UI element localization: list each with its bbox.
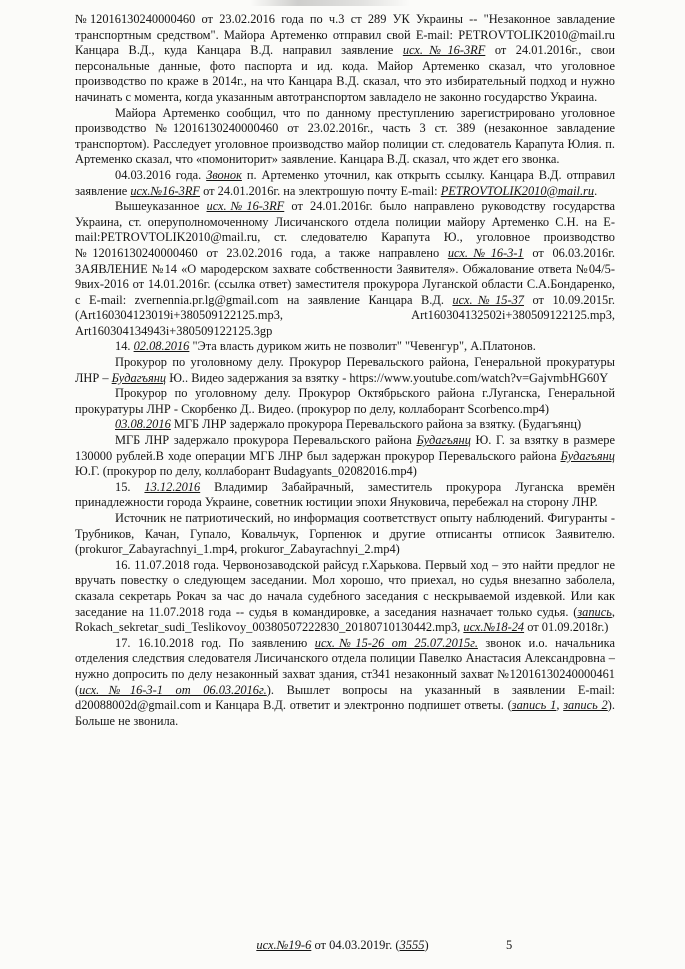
underlined-reference: PETROVTOLIK2010@mail.ru — [440, 183, 595, 198]
footer-reference: исх.№19-6 — [256, 938, 312, 952]
underlined-reference: Звонок — [206, 167, 242, 182]
text-run: Ю.Г. (прокурор по делу, коллаборант Budagyants_02082016.mp4) — [75, 464, 417, 479]
text-run: ). Больше не звонила. — [75, 698, 615, 728]
underlined-reference: исх.№16-3RF — [402, 43, 486, 58]
underlined-reference: 03.08.2016 — [115, 417, 171, 432]
text-run: МГБ ЛНР задержало прокурора Перевальского района — [115, 433, 417, 448]
text-run: Источник не патриотический, но информация соответствуст опыту наблюдений. Фигуранты - Трубников, Качан, Гупало, Ковальчук, Горпенюк и другие отписанты отписок Заявителю. (prokuror_Zabayrachnyi_1.mp4, prokuror_Zabayrachnyi_2.mp4) — [75, 511, 615, 557]
text-run: Вышеуказанное — [115, 199, 207, 214]
text-run: Ю. Г. за взятку в размере 130000 рублей.В ходе операции МГБ ЛНР был задержан прокурор Перевальского района — [75, 433, 615, 463]
underlined-reference: запись 1 — [511, 698, 557, 713]
underlined-reference: 13.12.2016 — [144, 479, 201, 494]
underlined-reference: исх.№16-3-1 — [447, 245, 524, 260]
underlined-reference: Будагъянц — [560, 448, 615, 463]
text-run: Ю.. Видео задержания за взятку - https://www.youtube.com/watch?v=GajvmbHG60Y — [166, 370, 609, 385]
text-run: от 06.03.2016г. ЗАЯВЛЕНИЕ №14 «О мародерском захвате собственности Заявителя». Обжалование ответа №04/5-9вих-2016 от 14.01.2016г. (ссылка ответ) заместителя прокурора Луганской области С.А.Бондаренко, с E-mail: zvernennia.pr.lg@gmail.com на заявление Канцара В.Д. — [75, 245, 615, 307]
paragraph — [75, 12, 615, 106]
text-run: Прокурор по уголовному делу. Прокурор Перевальского района, Генеральной прокуратуры ЛНР – — [75, 355, 615, 385]
underlined-reference: исх.№15-37 — [452, 292, 524, 307]
text-run: 04.03.2016 года. — [115, 167, 207, 182]
underlined-reference: исх.№16-3RF — [130, 183, 200, 198]
text-run: Владимир Забайрачный, заместитель прокурора Луганска времён принадлежности города Украине, советник юстиции эпохи Януковича, перебежал на сторону ЛНР. — [75, 479, 615, 510]
text-run: звонок и.о. начальника отделения следствия следователя Лисичанского отдела полиции Павелко Анастасия Александровна – нужно допросить по делу незаконный захват здания, ст341 незаконный захват №12016130240000461 ( — [75, 635, 615, 697]
underlined-reference: исх.№15-26 от 25.07.2015г. — [314, 635, 478, 650]
footer-number: 3555 — [399, 938, 425, 952]
text-run: 15. — [115, 479, 145, 494]
underlined-reference: исх.№16-3-1 от 06.03.2016г. — [79, 682, 267, 697]
underlined-reference: исх.№18-24 — [463, 620, 525, 635]
page-number: 5 — [506, 938, 513, 952]
paragraph — [75, 386, 615, 417]
text-run: 14. — [115, 339, 134, 354]
paragraph — [75, 433, 615, 480]
underlined-reference: исх.№16-3RF — [206, 199, 285, 214]
paragraph — [75, 355, 615, 386]
text-run: 17. 16.10.2018 год. По заявлению — [115, 635, 315, 650]
underlined-reference: Будагъянц — [111, 370, 167, 385]
paragraph — [75, 511, 615, 558]
text-run: от 24.01.2016г., свои персональные данные, фото паспорта и ид. кода. Майор Артеменко сказал, что уголовное производство по краже в 2014г., на что Канцара В.Д. сказал, что это избирательный подход и нужно начинать с момента, когда указанным автотранспортом завладело не законно государство Украина. — [75, 43, 616, 104]
underlined-reference: запись 2 — [563, 698, 608, 713]
text-run: МГБ ЛНР задержало прокурора Перевальского района за взятку. (Будагъянц) — [170, 417, 582, 432]
text-run: "Эта власть дуриком жить не позволит" "Чевенгур", А.Платонов. — [189, 339, 536, 354]
text-run: , Rokach_sekretar_sudi_Teslikovoy_00380507222830_20180710130442.mp3, — [75, 604, 615, 635]
text-run: п. Артеменко уточнил, как открыть ссылку. Канцара В.Д. отправил заявление — [75, 167, 616, 198]
scan-artifact — [250, 0, 410, 6]
paragraph — [75, 480, 615, 511]
footer-date: от 04.03.2019г. ( — [311, 938, 400, 952]
paragraph — [75, 199, 615, 339]
paragraph — [75, 558, 615, 636]
underlined-reference: 02.08.2016 — [133, 339, 190, 354]
page-footer — [0, 938, 685, 953]
text-run: №12016130240000460 от 23.02.2016 года по ч.3 ст 289 УК Украины -- "Незаконное завладение транспортным средством". Майора Артеменко отправил свой E-mail: PETROVTOLIK2010@mail.ru Канцара В.Д., куда Канцара В.Д. направил заявление — [75, 12, 615, 58]
paragraph — [75, 339, 615, 355]
text-run: 16. 11.07.2018 года. Червонозаводской райсуд г.Харькова. Первый ход – это найти предлог не вручать повестку о следующем заседании. Мол хорошо, что приехал, но судья внезапно заболела, сказала секретарь Рокач за час до начала судебного заседания с нескрываемой издевкой. Или как заседание на 11.07.2018 года -- судья в командировке, а заседания назначает только судья. ( — [75, 557, 615, 619]
paragraph — [75, 168, 615, 199]
text-run: Прокурор по уголовному делу. Прокурор Октябрьского района г.Луганска, Генеральной прокуратуры ЛНР - Скорбенко Д.. Видео. (прокурор по делу, коллаборант Scorbenco.mp4) — [75, 386, 615, 416]
text-run: ). Вышлет вопросы на указанный в заявлении E-mail: d20088002d@gmail.com и Канцара В.Д. ответит и электронно подпишет ответы. ( — [75, 682, 615, 713]
paragraph — [75, 106, 615, 168]
document-body — [75, 12, 615, 729]
text-run: Майора Артеменко сообщил, что по данному преступлению зарегистрировано уголовное производство №12016130240000460 от 23.02.2016г., часть 3 ст. 389 (незаконное завладение транспортом). Расследует уголовное производство майор полиции ст. следователь Карапута Юлия. п. Артеменко сказал, что «помониторит» заявление. Канцара В.Д. сказал, что ждет его звонка. — [75, 105, 615, 167]
text-run: . — [594, 183, 598, 198]
text-run: от 24.01.2016г. на электрошую почту E-mail: — [200, 183, 441, 198]
text-run: от 24.01.2016г. было направлено руководству государства Украина, ст. оперуполномоченному Лисичанского отдела полиции майору Артеменко С.Н. на E-mail:PETROVTOLIK2010@mail.ru, ст. следователю Карапута Ю., уголовное производство №12016130240000460 от 23.02.2016 года, а также направлено — [75, 199, 615, 260]
paragraph — [75, 417, 615, 433]
underlined-reference: Будагъянц — [416, 433, 471, 448]
text-run: от 10.09.2015г. (Art160304123019i+380509122125.mp3, Art160304132502i+380509122125.mp3, Art160304134943i+380509122125.3gp — [75, 292, 615, 338]
paragraph — [75, 636, 615, 730]
underlined-reference: запись — [577, 604, 612, 619]
footer-close: ) — [424, 938, 429, 952]
text-run: , — [556, 698, 564, 713]
text-run: от 01.09.2018г.) — [524, 620, 609, 635]
